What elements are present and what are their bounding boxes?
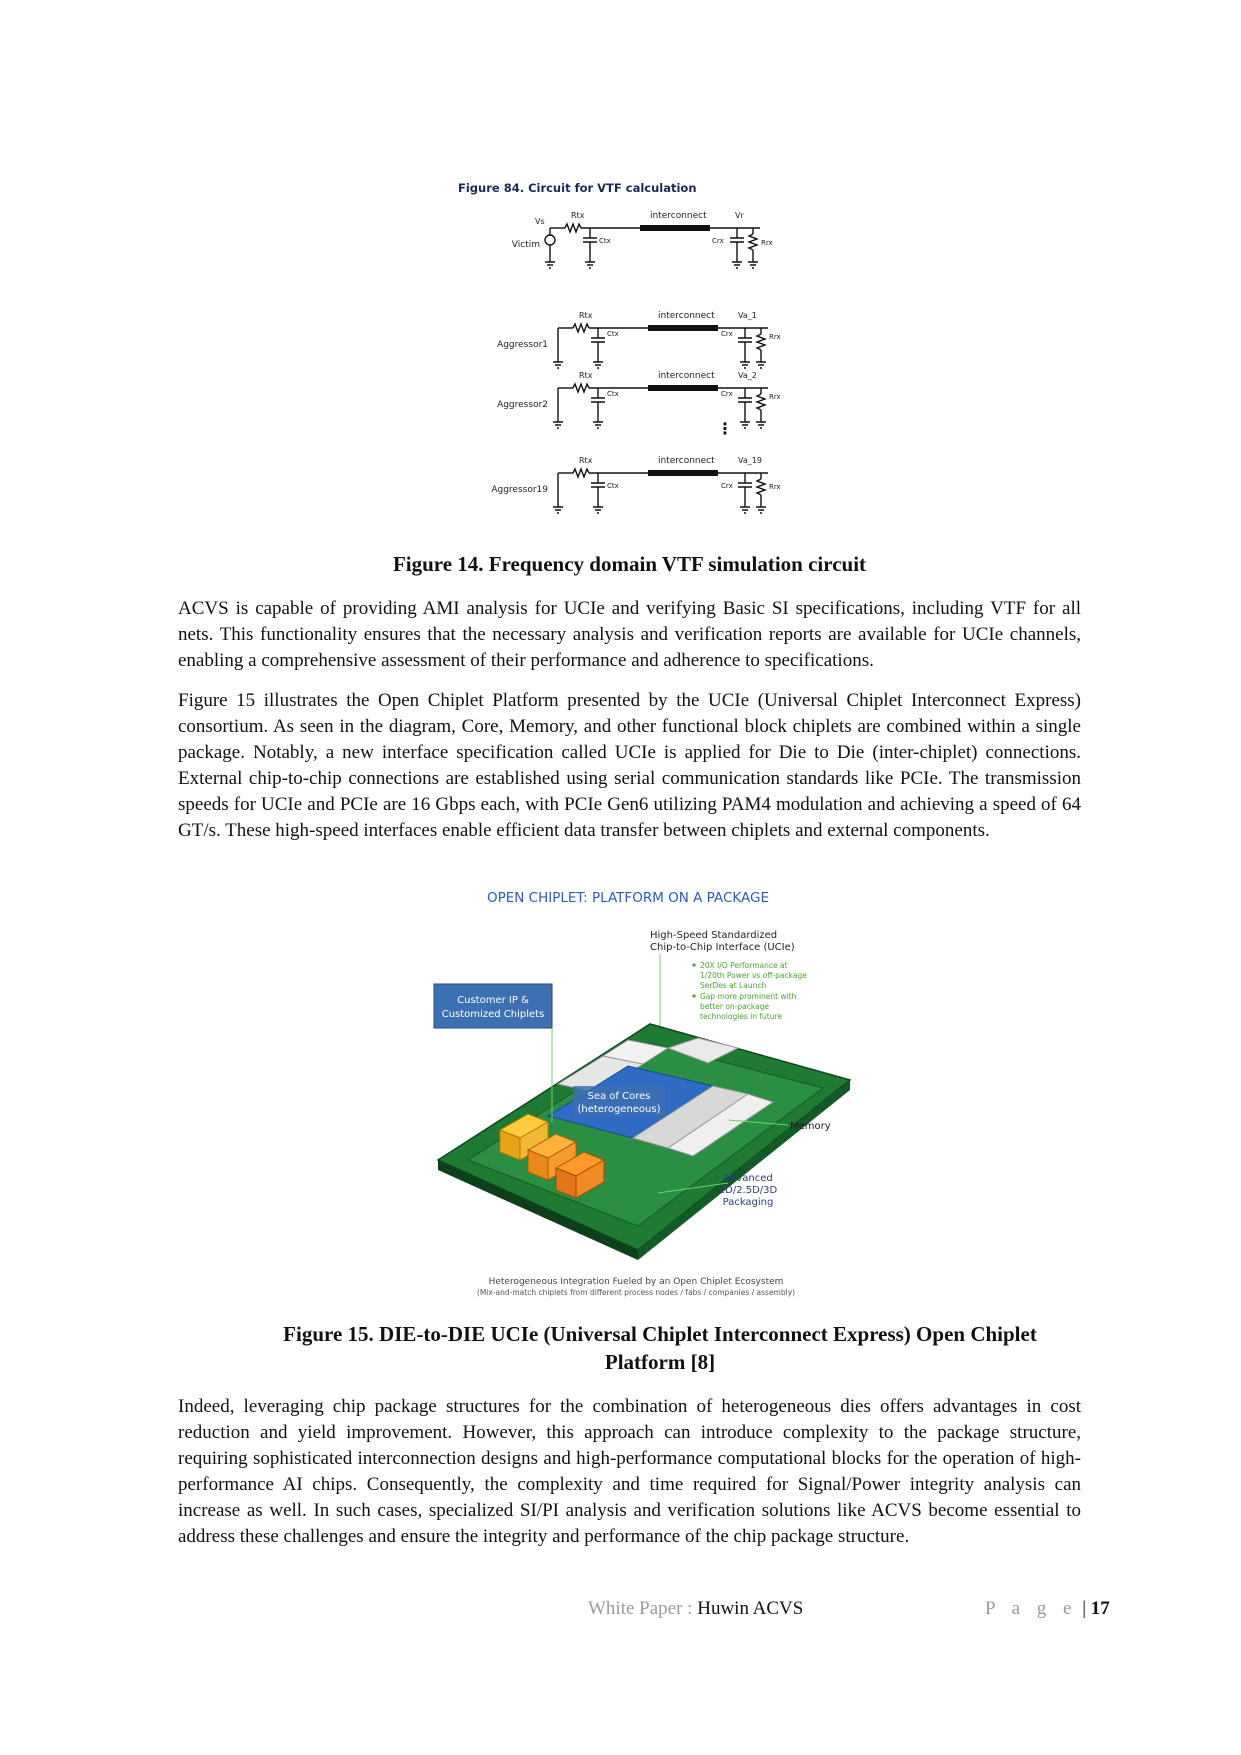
ctx-label: Ctx: [607, 330, 619, 338]
rtx-label: Rtx: [579, 456, 593, 465]
interconnect-label: interconnect: [658, 311, 715, 321]
bullet-text: technologies in future: [700, 1012, 783, 1021]
bullet-text: 1/20th Power vs off-package: [700, 971, 807, 980]
sea-of-cores-label: Sea of Cores: [587, 1091, 651, 1102]
memory-label: Memory: [790, 1121, 831, 1132]
adv-label-2: 2D/2.5D/3D: [718, 1185, 778, 1196]
ucie-label-1: High-Speed Standardized: [650, 930, 778, 941]
page-sep: |: [1077, 1598, 1091, 1619]
v-out-label: Va_19: [738, 456, 762, 465]
caption-line: Platform [8]: [604, 1350, 716, 1374]
rtx-label: Rtx: [579, 371, 593, 380]
aggressor2-row: [497, 371, 781, 428]
footer-doc: [588, 1598, 803, 1620]
interconnect-label: interconnect: [658, 371, 715, 381]
vtf-circuit-figure: [455, 178, 855, 528]
footer-label: White Paper :: [588, 1598, 698, 1619]
paragraph-1: [178, 596, 1081, 674]
customer-ip-sub: Customized Chiplets: [441, 1009, 545, 1020]
rrx-label: Rrx: [769, 333, 781, 341]
row-label: Aggressor1: [497, 340, 548, 350]
rrx-label: Rrx: [769, 483, 781, 491]
figure15-footnote-2: (Mix-and-match chiplets from different process nodes / fabs / companies / assembly): [476, 1288, 796, 1297]
crx-label: Crx: [721, 390, 733, 398]
rrx-label: Rrx: [769, 393, 781, 401]
victim-row: [512, 211, 773, 268]
figure14-caption: Figure 14. Frequency domain VTF simulation circuit: [392, 552, 867, 576]
row-label: Aggressor19: [491, 485, 548, 495]
crx-label: Crx: [721, 482, 733, 490]
paragraph-3: [178, 1394, 1081, 1550]
paragraph-text: ACVS is capable of providing AMI analysis for UCIe and verifying Basic SI specifications, including VTF for all nets. This functionality ensures that the necessary analysis and verification reports are available for UCIe channels, enabling a comprehensive assessment of their performance and adherence to specifications.: [178, 598, 1081, 671]
figure15-caption: [240, 1320, 1080, 1376]
row-label: Victim: [511, 240, 540, 250]
crx-label: Crx: [721, 330, 733, 338]
figure15-title: OPEN CHIPLET: PLATFORM ON A PACKAGE: [486, 890, 770, 906]
sea-of-cores-sub: (heterogeneous): [577, 1104, 661, 1115]
footer-doc-name: Huwin ACVS: [697, 1598, 804, 1619]
ctx-label: Ctx: [599, 237, 611, 245]
ucie-bullets: [692, 961, 807, 1021]
aggressor19-row: [491, 456, 780, 513]
paragraph-2: [178, 688, 1081, 844]
row-label: Aggressor2: [497, 400, 548, 410]
rtx-label: Rtx: [579, 311, 593, 320]
figure15-footnote-1: Heterogeneous Integration Fueled by an Open Chiplet Ecosystem: [488, 1277, 784, 1287]
rtx-label: Rtx: [571, 211, 585, 220]
ucie-label-2: Chip-to-Chip Interface (UCIe): [650, 942, 795, 953]
bullet-text: SerDes at Launch: [700, 981, 767, 990]
paragraph-text: Figure 15 illustrates the Open Chiplet Platform presented by the UCIe (Universal Chiplet Interconnect Express) consortium. As seen in the diagram, Core, Memory, and other functional block chiplets are combined within a single package. Notably, a new interface specification called UCIe is applied for Die to Die (inter-chiplet) connections. External chip-to-chip connections are established using serial communication standards like PCIe. The transmission speeds for UCIe and PCIe are 16 Gbps each, with PCIe Gen6 utilizing PAM4 modulation and achieving a speed of 64 GT/s. These high-speed interfaces enable efficient data transfer between chiplets and external components.: [178, 690, 1081, 841]
footer-page: [985, 1598, 1110, 1620]
paragraph-text: Indeed, leveraging chip package structures for the combination of heterogeneous dies offers advantages in cost reduction and yield improvement. However, this approach can introduce complexity to the package structure, requiring sophisticated interconnection designs and high-performance computational blocks for the operation of high-performance AI chips. Consequently, the complexity and time required for Signal/Power integrity analysis can increase as well. In such cases, specialized SI/PI analysis and verification solutions like ACVS become essential to address these challenges and ensure the integrity and performance of the chip package structure.: [178, 1396, 1081, 1547]
v-out-label: Va_1: [738, 311, 757, 320]
v-out-label: Va_2: [738, 371, 757, 380]
ctx-label: Ctx: [607, 390, 619, 398]
crx-label: Crx: [712, 237, 724, 245]
open-chiplet-figure: [428, 888, 858, 1302]
interconnect-label: interconnect: [650, 211, 707, 221]
customer-ip-label: Customer IP &: [457, 995, 529, 1006]
vs-label: Vs: [535, 217, 545, 226]
customer-ip-box: [434, 984, 552, 1028]
figure84-title: Figure 84. Circuit for VTF calculation: [458, 181, 697, 195]
caption-line: Figure 15. DIE-to-DIE UCIe (Universal Chiplet Interconnect Express) Open Chiplet: [283, 1322, 1037, 1346]
bullet-text: 20X I/O Performance at: [700, 961, 788, 970]
aggressor1-row: [497, 311, 781, 368]
page-label: P a g e: [985, 1598, 1078, 1619]
v-out-label: Vr: [735, 211, 744, 220]
bullet-text: Gap more prominent with: [700, 992, 797, 1001]
ctx-label: Ctx: [607, 482, 619, 490]
adv-label-1: Advanced: [723, 1173, 773, 1184]
adv-label-3: Packaging: [722, 1197, 774, 1208]
page-number: 17: [1090, 1598, 1110, 1619]
rrx-label: Rrx: [761, 239, 773, 247]
bullet-text: better on-package: [700, 1002, 770, 1011]
ellipsis: ⋮: [717, 419, 733, 438]
interconnect-label: interconnect: [658, 456, 715, 466]
